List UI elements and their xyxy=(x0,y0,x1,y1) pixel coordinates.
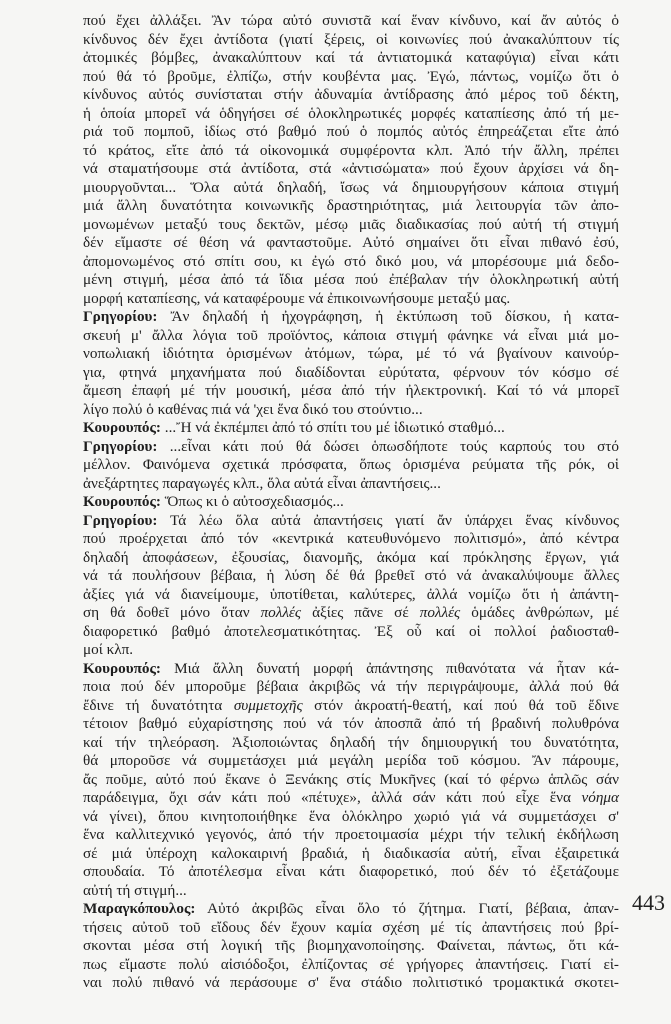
text-segment: πως εἴμαστε πολύ αἰσιόδοξοι, ἐλπίζοντας σέ γρήγορες ἀπαντήσεις. Γιατί εἰ- xyxy=(83,955,619,973)
text-segment: πού θά τό βροῦμε, ἐλπίζω, στήν κουβέντα μας. Ἐγώ, πάντως, νομίζω ὅτι ὁ xyxy=(83,67,619,85)
text-line xyxy=(83,308,619,327)
text-line xyxy=(83,327,619,346)
text-segment: ναι πολύ πιθανό νά περάσουμε σ' ἕνα στάδιο πολιτιστικό τρομακτικά σκοτει- xyxy=(83,974,619,991)
text-line xyxy=(83,808,619,827)
text-segment: σκονται μέσα στή λογική τῆς βιομηχανοποίησης. Φαίνεται, πάντως, ὅτι κά- xyxy=(83,937,619,954)
text-segment: για, φτηνά μηχανήματα πού διαδίδονται εὐρύτατα, φέρνουν τόν κόσμο σέ xyxy=(83,363,619,381)
page-body-text xyxy=(83,12,619,993)
text-line xyxy=(83,290,619,309)
emphasized-text: πολλές xyxy=(419,604,461,621)
text-line xyxy=(83,179,619,198)
text-segment: αὐτή τή στιγμή... xyxy=(83,881,187,899)
text-line xyxy=(83,456,619,475)
text-line xyxy=(83,863,619,882)
text-line xyxy=(83,216,619,235)
text-segment: στόν ἀκροατή-θεατή, καί πού θά τοῦ ἔδινε xyxy=(302,696,620,714)
text-segment: ἀτομικές βόμβες, ἀνακαλύπτουν καί τά ἀντιατομικά καταφύγια) εἶναι κάτι xyxy=(83,49,619,66)
text-segment: ὁμάδες ἀνθρώπων, μέ xyxy=(460,604,619,621)
text-segment: ση θά δοθεῖ μόνο ὅταν xyxy=(83,604,261,621)
text-segment: Αὐτό ἀκριβῶς εἶναι ὅλο τό ζήτημα. Γιατί, βέβαια, ἀπαν- xyxy=(195,900,619,917)
text-segment: τήσεις αὐτοῦ τοῦ εἴδους δέν ἔχουν καμία σχέση μέ τίς ἀπαντήσεις πού βρί- xyxy=(83,918,619,936)
text-segment: ποια πού δέν μποροῦμε βέβαια ἀκριβῶς νά τήν περιγράψουμε, ἀλλά πού θά xyxy=(83,678,619,695)
text-segment: μιουργοῦνται... Ὅλα αὐτά δηλαδή, ἴσως νά δημιουργήσουν κάποια στιγμή xyxy=(83,178,619,196)
emphasized-text: νόημα xyxy=(581,789,619,806)
text-line xyxy=(83,789,619,808)
text-segment: σκευή μ' ἄλλα λόγια τοῦ προϊόντος, κάποια στιγμή φάνηκε νά εἶναι μιά μο- xyxy=(83,326,619,344)
speaker-name: Γρηγορίου: xyxy=(83,437,158,455)
text-segment: δηλαδή ἀποφάσεων, ἐξουσίας, διανομῆς, ἀκόμα καί πρόκλησης ἔργων, γιά xyxy=(83,548,619,566)
speaker-name: Μαραγκόπουλος: xyxy=(83,900,196,917)
text-line xyxy=(83,660,619,679)
text-segment: τέτοιον βαθμό εὐχαρίστησης πού νά τόν ἀποσπᾶ ἀπό τή βραδινή πολυθρόνα xyxy=(83,715,619,732)
text-segment: ἀπομονωμένος στό σπίτι σου, κι ἐγώ στό δικό μου, νά μπορέσουμε μιά δεδο- xyxy=(83,252,619,270)
text-line xyxy=(83,105,619,124)
text-segment: ἄς ποῦμε, αὐτό πού ἔκανε ὁ Ξενάκης στίς Μυκῆνες (καί τό φέρνω ἁπλῶς σάν xyxy=(83,770,619,788)
text-segment: καί τήν τηλεόραση. Ἀξιοποιώντας δηλαδή τήν δημιουργική του δυνατότητα, xyxy=(83,733,619,751)
speaker-name: Γρηγορίου: xyxy=(83,511,158,529)
text-segment: μιά ἄλλη δυνατότητα κοινωνικῆς δραστηριότητας, μιά λειτουργία τῶν ἀπο- xyxy=(83,197,619,214)
text-segment: Ὅπως κι ὁ αὐτοσχεδιασμός... xyxy=(160,493,344,510)
text-segment: ἀξίες πᾶνε σέ xyxy=(301,604,420,621)
text-line xyxy=(83,623,619,642)
text-segment: ἄμεση ἐπαφή μέ τήν μουσική, μέσα ἀπό τήν ἠλεκτρονική. Καί τό νά μπορεῖ xyxy=(83,382,619,399)
text-line xyxy=(83,919,619,938)
emphasized-text: πολλές xyxy=(260,604,302,621)
text-line xyxy=(83,86,619,105)
text-segment: νοπωλιακή ἰδιότητα ὁρισμένων ἀτόμων, τώρα, μέ τό νά βγαίνουν καινούρ- xyxy=(83,345,619,362)
text-segment: ἕνα καλλιτεχνικό γεγονός, ἀπό τήν προετοιμασία μέχρι τήν τελική ἐκδήλωση xyxy=(83,826,619,843)
text-line xyxy=(83,234,619,253)
text-segment: Ἄν δηλαδή ἡ ἠχογράφηση, ἡ ἐκτύπωση τοῦ δίσκου, ἡ κατα- xyxy=(157,308,619,325)
text-segment: Μιά ἄλλη δυνατή μορφή ἀπάντησης πιθανότατα νά ἦταν κά- xyxy=(160,659,619,677)
text-segment: λίγο πολύ ὁ καθένας πιά νά 'χει ἕνα δικό του στούντιο... xyxy=(83,400,423,418)
text-line xyxy=(83,197,619,216)
speaker-name: Γρηγορίου: xyxy=(83,308,158,325)
text-line xyxy=(83,364,619,383)
text-segment: παράδειγμα, ὄχι σάν κάτι πού «πέτυχε», ἀλλά σάν κάτι πού εἶχε ἕνα xyxy=(83,789,582,806)
text-line xyxy=(83,641,619,660)
text-segment: ἀνεξάρτητες παραγωγές κλπ., ὅλα αὐτά εἶναι ἀπαντήσεις... xyxy=(83,474,441,492)
text-segment: θά μποροῦσε νά συμμετάσχει μιά μεγάλη μερίδα τοῦ κόσμου. Ἄν πάρουμε, xyxy=(83,752,619,769)
text-segment: νά τά πουλήσουν βέβαια, ἡ λύση δέ θά βρεθεῖ στό νά ἀνακαλύψουμε ἄλλες xyxy=(83,567,619,584)
text-segment: πού προέρχεται ἀπό τόν «κεντρικά κατευθυνόμενο πολιτισμό», ἀπό κέντρα xyxy=(83,530,619,547)
text-line xyxy=(83,974,619,993)
text-segment: πού ἔχει ἀλλάξει. Ἂν τώρα αὐτό συνιστᾶ καί ἕναν κίνδυνο, καί ἄν αὐτός ὁ xyxy=(83,12,619,29)
text-segment: κίνδυνος αὐτός συνίσταται στήν ἀδυναμία ἀντίδρασης ἀπό μέρος τοῦ δέκτη, xyxy=(83,86,619,103)
text-line xyxy=(83,142,619,161)
text-line xyxy=(83,12,619,31)
text-segment: τό κράτος, εἴτε ἀπό τά οἰκονομικά συμφέροντα κλπ. Ἀπό τήν ἄλλη, πρέπει xyxy=(83,141,619,159)
text-segment: νά γίνει), ὅπου κινητοποιήθηκε ἕνα ὁλόκληρο χωριό γιά νά συμμετάσχει σ' xyxy=(83,807,619,825)
text-line xyxy=(83,123,619,142)
text-line xyxy=(83,956,619,975)
text-line xyxy=(83,271,619,290)
page-number: 443 xyxy=(632,890,665,915)
text-line xyxy=(83,900,619,919)
text-segment: σέ μιά ὑπέροχη καλοκαιρινή βραδιά, ἡ διαδικασία αὐτή, εἶναι ἐξαιρετικά xyxy=(83,844,619,862)
text-line xyxy=(83,715,619,734)
text-segment: νά σταματήσουμε στά ἀντίδοτα, στά «ἀντισώματα» πού ἔχουν ἀρχίσει νά δη- xyxy=(83,160,619,177)
text-line xyxy=(83,678,619,697)
text-line xyxy=(83,512,619,531)
emphasized-text: συμμετοχῆς xyxy=(233,696,303,714)
text-line xyxy=(83,253,619,272)
text-segment: ἡ ὁποία μπορεῖ νά ὁδηγήσει σέ ὁλοκληρωτικές μορφές καταπίεσης ἀπό τή με- xyxy=(83,104,619,122)
text-line xyxy=(83,31,619,50)
text-segment: κίνδυνος δέν ἔχει ἀντίδοτα (γιατί ξέρεις, οἱ κοινωνίες πού ἀνακαλύπτουν τίς xyxy=(83,30,619,48)
text-segment: σπουδαία. Τό ἀποτέλεσμα εἶναι κάτι διαφορετικό, πού δέν τό ἐξετάζουμε xyxy=(83,863,619,880)
text-segment: Τά λέω ὅλα αὐτά ἀπαντήσεις γιατί ἄν ὑπάρχει ἕνας κίνδυνος xyxy=(157,511,619,529)
text-line xyxy=(83,419,619,438)
text-line xyxy=(83,438,619,457)
text-segment: μορφή καταπίεσης, νά καταφέρουμε νά ἐπικοινωνήσουμε μεταξύ μας. xyxy=(83,289,511,307)
text-line xyxy=(83,697,619,716)
text-line xyxy=(83,68,619,87)
text-line xyxy=(83,586,619,605)
text-segment: ...εἶναι κάτι πού θά δώσει ὁπωσδήποτε τούς καρπούς του στό xyxy=(157,437,619,455)
text-segment: μονωμένων μεταξύ τους δεκτῶν, μέσῳ μιᾶς διαδικασίας πού αὐτή τή στιγμή xyxy=(83,215,619,233)
text-segment: ἀξίες γιά νά διανείμουμε, ὑποτίθεται, καλύτερες, ἀλλά νομίζω ὅτι ἡ ἀπάντη- xyxy=(83,585,619,603)
text-line xyxy=(83,937,619,956)
speaker-name: Κουρουπός: xyxy=(83,419,161,436)
text-line xyxy=(83,401,619,420)
text-segment: ἔδινε τή δυνατότητα xyxy=(83,696,234,714)
text-line xyxy=(83,382,619,401)
text-line xyxy=(83,845,619,864)
text-line xyxy=(83,882,619,901)
text-line xyxy=(83,752,619,771)
text-segment: ριά τοῦ πομποῦ, ἰδίως στό βαθμό πού ὁ πομπός αὐτός ἐπηρεάζεται εἴτε ἀπό xyxy=(83,123,619,140)
text-line xyxy=(83,530,619,549)
text-line xyxy=(83,160,619,179)
text-segment: μένη στιγμή, μέσα ἀπό τά ἴδια μέσα πού ἐπέβαλαν τήν ὁλοκληρωτική αὐτή xyxy=(83,271,619,288)
text-line xyxy=(83,345,619,364)
text-line xyxy=(83,771,619,790)
text-line xyxy=(83,734,619,753)
text-line xyxy=(83,475,619,494)
text-line xyxy=(83,826,619,845)
text-line xyxy=(83,549,619,568)
text-segment: μοί κλπ. xyxy=(83,641,134,658)
text-segment: ...Ἤ νά ἐκπέμπει ἀπό τό σπίτι του μέ ἰδιωτικό σταθμό... xyxy=(160,419,505,436)
text-line xyxy=(83,493,619,512)
text-segment: διαφορετικό βαθμό ἀποτελεσματικότητας. Ἐξ οὗ καί οἱ πολλοί ῥαδιοσταθ- xyxy=(83,622,619,640)
text-line xyxy=(83,604,619,623)
speaker-name: Κουρουπός: xyxy=(83,659,161,677)
text-line xyxy=(83,49,619,68)
speaker-name: Κουρουπός: xyxy=(83,493,161,510)
text-segment: δέν εἴμαστε σέ θέση νά φανταστοῦμε. Αὐτό σημαίνει ὅτι εἶναι πιθανό ἐσύ, xyxy=(83,234,619,251)
text-line xyxy=(83,567,619,586)
text-segment: μέλλον. Φαινόμενα σχετικά πρόσφατα, ὅπως ὁρισμένα ρεύματα τῆς ρόκ, οἱ xyxy=(83,456,619,473)
